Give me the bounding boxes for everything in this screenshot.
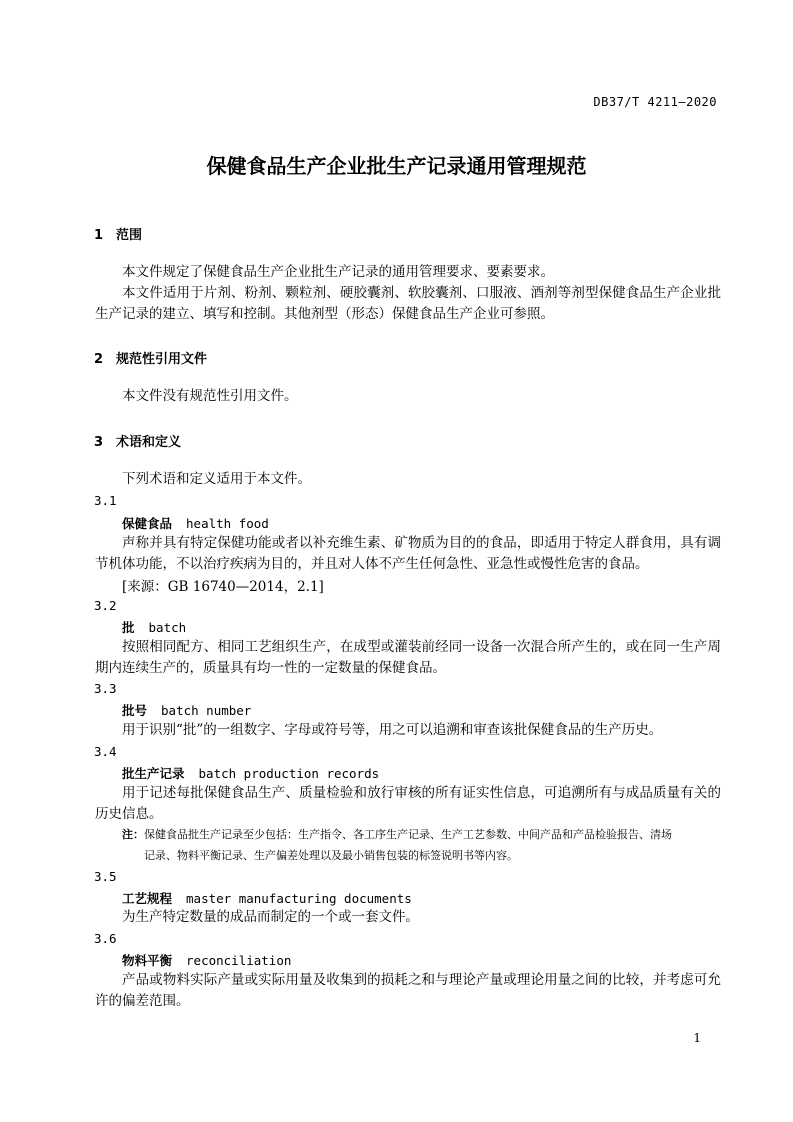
term-3-3-definition: 用于识别“批”的一组数字、字母或符号等，用之可以追溯和审查该批保健食品的生产历史。	[122, 722, 663, 738]
term-en: batch production records	[198, 766, 380, 781]
section-1-para-1: 本文件规定了保健食品生产企业批生产记录的通用管理要求、要素要求。	[122, 264, 554, 280]
section-3-intro: 下列术语和定义适用于本文件。	[122, 471, 311, 487]
term-en: master manufacturing documents	[186, 891, 412, 906]
term-3-2	[122, 618, 186, 636]
section-title: 术语和定义	[116, 435, 182, 450]
term-en: health food	[186, 516, 269, 531]
section-3-heading	[94, 431, 181, 450]
term-en: batch	[148, 620, 187, 635]
term-number: 3.6	[94, 931, 117, 946]
section-1-para-2: 本文件适用于片剂、粉剂、颗粒剂、硬胶囊剂、软胶囊剂、口服液、酒剂等剂型保健食品生产企业批生产记录的建立、填写和控制。其他剂型（形态）保健食品生产企业可参照。	[95, 285, 721, 322]
section-number: 3	[94, 435, 104, 450]
term-3-4	[122, 764, 379, 782]
term-3-2-definition: 按照相同配方、相同工艺组织生产，在成型或灌装前经同一设备一次混合所产生的，或在同一生产周期内连续生产的，质量具有均一性的一定数量的保健食品。	[95, 639, 721, 676]
term-number: 3.5	[94, 869, 117, 884]
term-3-1-source: [来源：GB 16740—2014，2.1]	[122, 579, 324, 595]
term-zh: 批号	[122, 703, 148, 718]
section-title: 规范性引用文件	[116, 352, 208, 367]
section-title: 范围	[116, 228, 143, 243]
term-zh: 批	[122, 620, 135, 635]
term-number: 3.2	[94, 598, 117, 613]
term-3-4-definition: 用于记述每批保健食品生产、质量检验和放行审核的所有证实性信息，可追溯所有与成品质量有关的历史信息。	[95, 785, 721, 822]
section-2-para-1: 本文件没有规范性引用文件。	[122, 388, 298, 404]
term-en: reconciliation	[186, 953, 292, 968]
note-label: 注：	[122, 828, 144, 841]
note-line-2: 记录、物料平衡记录、生产偏差处理以及最小销售包装的标签说明书等内容。	[144, 849, 518, 862]
term-3-5-definition: 为生产特定数量的成品而制定的一个或一套文件。	[122, 909, 419, 925]
term-zh: 批生产记录	[122, 766, 185, 781]
term-3-6-definition: 产品或物料实际产量或实际用量及收集到的损耗之和与理论产量或理论用量之间的比较，并考虑可允许的偏差范围。	[95, 972, 721, 1009]
term-zh: 物料平衡	[122, 953, 173, 968]
document-id: DB37/T 4211—2020	[593, 95, 717, 109]
term-number: 3.4	[94, 744, 117, 759]
term-zh: 工艺规程	[122, 891, 173, 906]
section-number: 1	[94, 228, 104, 243]
term-number: 3.3	[94, 681, 117, 696]
document-title: 保健食品生产企业批生产记录通用管理规范	[206, 154, 587, 178]
term-zh: 保健食品	[122, 516, 173, 531]
section-1-heading	[94, 224, 142, 243]
term-3-1-definition: 声称并具有特定保健功能或者以补充维生素、矿物质为目的的食品，即适用于特定人群食用，具有调节机体功能，不以治疗疾病为目的，并且对人体不产生任何急性、亚急性或慢性危害的食品。	[95, 535, 721, 572]
term-3-1	[122, 514, 269, 532]
term-number: 3.1	[94, 493, 117, 508]
page-number: 1	[693, 1031, 701, 1045]
section-2-heading	[94, 348, 207, 367]
term-en: batch number	[161, 703, 252, 718]
term-3-4-note	[122, 824, 722, 866]
note-line-1: 保健食品批生产记录至少包括：生产指令、各工序生产记录、生产工艺参数、中间产品和产品检验报告、清场	[144, 828, 672, 841]
term-3-3	[122, 701, 251, 719]
term-3-5	[122, 889, 412, 907]
term-3-6	[122, 951, 291, 969]
section-number: 2	[94, 352, 104, 367]
